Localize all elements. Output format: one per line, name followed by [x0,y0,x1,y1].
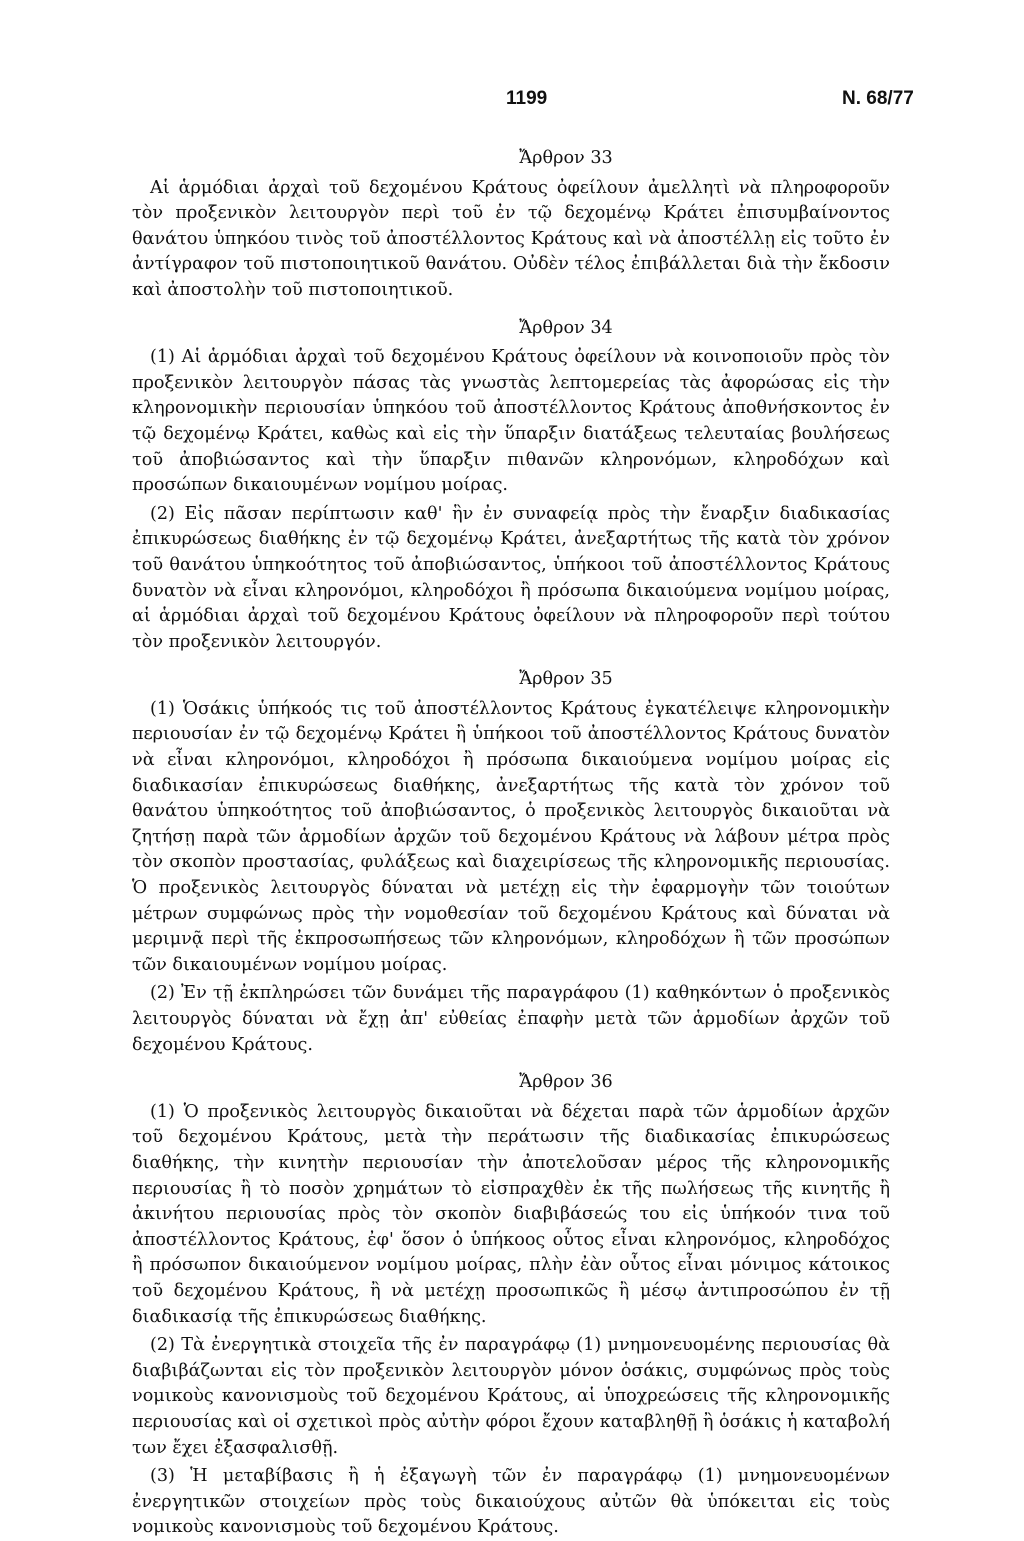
article-35 [132,667,890,1058]
article-paragraph: (3) Ἡ μεταβίβασις ἢ ἡ ἐξαγωγὴ τῶν ἐν παραγράφῳ (1) μνημονευομένων ἐνεργητικῶν στοιχείων πρὸς τοὺς δικαιούχους αὐτῶν θὰ ὑπόκειται εἰς τοὺς νομικοὺς κανονισμοὺς τοῦ δεχομένου Κράτους. [132,1466,890,1538]
page-header [0,88,1024,118]
article-heading: Ἄρθρον 36 [519,1072,613,1093]
article-paragraph: Αἱ ἁρμόδιαι ἀρχαὶ τοῦ δεχομένου Κράτους ὀφείλουν ἀμελλητὶ νὰ πληροφοροῦν τὸν προξενικὸν λειτουργὸν περὶ τοῦ ἐν τῷ δεχομένῳ Κράτει ἐπισυμβαίνοντος θανάτου ὑπηκόου τινὸς τοῦ ἀποστέλλοντος Κράτους καὶ νὰ ἀποστέλλῃ εἰς τοῦτο ἐν ἀντίγραφον τοῦ πιστοποιητικοῦ θανάτου. Οὐδὲν τέλος ἐπιβάλλεται διὰ τὴν ἔκδοσιν καὶ ἀποστολὴν τοῦ πιστοποιητικοῦ. [132,177,890,300]
article-paragraph: (2) Τὰ ἐνεργητικὰ στοιχεῖα τῆς ἐν παραγράφῳ (1) μνημονευομένης περιουσίας θὰ διαβιβάζωνται εἰς τὸν προξενικὸν λειτουργὸν μόνον ὁσάκις, συμφώνως πρὸς τοὺς νομικοὺς κανονισμοὺς τοῦ δεχομένου Κράτους, αἱ ὑποχρεώσεις τῆς κληρονομικῆς περιουσίας καὶ οἱ σχετικοὶ πρὸς αὐτὴν φόροι ἔχουν καταβληθῇ ἢ ὁσάκις ἡ καταβολή των ἔχει ἐξασφαλισθῇ. [132,1335,890,1458]
page-number: 1199 [506,88,548,109]
law-number: N. 68/77 [842,88,914,109]
article-paragraph: (1) Αἱ ἁρμόδιαι ἀρχαὶ τοῦ δεχομένου Κράτους ὀφείλουν νὰ κοινοποιοῦν πρὸς τὸν προξενικὸν λειτουργὸν πάσας τὰς γνωστὰς λεπτομερείας τὰς ἀφορώσας εἰς τὴν κληρονομικὴν περιουσίαν ὑπηκόου τοῦ ἀποστέλλοντος Κράτους ἀποθνήσκοντος ἐν τῷ δεχομένῳ Κράτει, καθὼς καὶ εἰς τὴν ὕπαρξιν διατάξεως τελευταίας βουλήσεως τοῦ ἀποβιώσαντος καὶ τὴν ὕπαρξιν πιθανῶν κληρονόμων, κληροδόχων καὶ προσώπων δικαιουμένων νομίμου μοίρας. [132,347,890,496]
article-34 [132,316,890,656]
article-paragraph: (2) Εἰς πᾶσαν περίπτωσιν καθ' ἣν ἐν συναφείᾳ πρὸς τὴν ἔναρξιν διαδικασίας ἐπικυρώσεως διαθήκης ἐν τῷ δεχομένῳ Κράτει, ἀνεξαρτήτως τῆς κατὰ τὸν χρόνον τοῦ θανάτου ὑπηκοότητος τοῦ ἀποβιώσαντος, ὑπήκοοι τοῦ ἀποστέλλοντος Κράτους δυνατὸν νὰ εἶναι κληρονόμοι, κληροδόχοι ἢ πρόσωπα δικαιούμενα νομίμου μοίρας, αἱ ἁρμόδιαι ἀρχαὶ τοῦ δεχομένου Κράτους ὀφείλουν νὰ πληροφοροῦν περὶ τούτου τὸν προξενικὸν λειτουργόν. [132,503,890,652]
article-heading: Ἄρθρον 35 [519,669,613,690]
article-heading: Ἄρθρον 33 [519,148,613,168]
article-36 [132,1070,890,1541]
article-heading: Ἄρθρον 34 [519,317,613,338]
document-body [132,142,890,1541]
article-paragraph: (1) Ὁ προξενικὸς λειτουργὸς δικαιοῦται νὰ δέχεται παρὰ τῶν ἁρμοδίων ἀρχῶν τοῦ δεχομένου Κράτους, μετὰ τὴν περάτωσιν τῆς διαδικασίας ἐπικυρώσεως διαθήκης, τὴν κινητὴν περιουσίαν τὴν ἀποτελοῦσαν μέρος τῆς κληρονομικῆς περιουσίας ἢ τὸ ποσὸν χρημάτων τὸ εἰσπραχθὲν ἐκ τῆς πωλήσεως τῆς κινητῆς ἢ ἀκινήτου περιουσίας πρὸς τὸν σκοπὸν διαβιβάσεώς του εἰς ὑπήκοόν τινα τοῦ ἀποστέλλοντος Κράτους, ἐφ' ὅσον ὁ ὑπήκοος οὗτος εἶναι κληρονόμος, κληροδόχος ἢ πρόσωπον δικαιούμενον νομίμου μοίρας, πλὴν ἐὰν οὗτος εἶναι μόνιμος κάτοικος τοῦ δεχομένου Κράτους, ἢ νὰ μετέχῃ προσωπικῶς ἢ μέσῳ ἀντιπροσώπου ἐν τῇ διαδικασίᾳ τῆς ἐπικυρώσεως διαθήκης. [132,1101,890,1327]
article-paragraph: (2) Ἐν τῇ ἐκπληρώσει τῶν δυνάμει τῆς παραγράφου (1) καθηκόντων ὁ προξενικὸς λειτουργὸς δύναται νὰ ἔχῃ ἀπ' εὐθείας ἐπαφὴν μετὰ τῶν ἁρμοδίων ἀρχῶν τοῦ δεχομένου Κράτους. [132,983,890,1055]
article-paragraph: (1) Ὁσάκις ὑπήκοός τις τοῦ ἀποστέλλοντος Κράτους ἐγκατέλειψε κληρονομικὴν περιουσίαν ἐν τῷ δεχομένῳ Κράτει ἢ ὑπήκοοι τοῦ ἀποστέλλοντος Κράτους δυνατὸν νὰ εἶναι κληρονόμοι, κληροδόχοι ἢ πρόσωπα δικαιούμενα νομίμου μοίρας εἰς διαδικασίαν ἐπικυρώσεως διαθήκης, ἀνεξαρτήτως τῆς κατὰ τὸν χρόνον τοῦ θανάτου ὑπηκοότητος τοῦ ἀποβιώσαντος, ὁ προξενικὸς λειτουργὸς δικαιοῦται νὰ ζητήσῃ παρὰ τῶν ἁρμοδίων ἀρχῶν τοῦ δεχομένου Κράτους νὰ λάβουν μέτρα πρὸς τὸν σκοπὸν προστασίας, φυλάξεως καὶ διαχειρίσεως τῆς κληρονομικῆς περιουσίας. Ὁ προξενικὸς λειτουργὸς δύναται νὰ μετέχῃ εἰς τὴν ἐφαρμογὴν τῶν τοιούτων μέτρων συμφώνως πρὸς τὴν νομοθεσίαν τοῦ δεχομένου Κράτους καὶ δύναται νὰ μεριμνᾷ περὶ τῆς ἐκπροσωπήσεως τῶν κληρονόμων, κληροδόχων ἢ τῶν προσώπων τῶν δικαιουμένων νομίμου μοίρας. [132,698,890,975]
article-33 [132,146,890,304]
